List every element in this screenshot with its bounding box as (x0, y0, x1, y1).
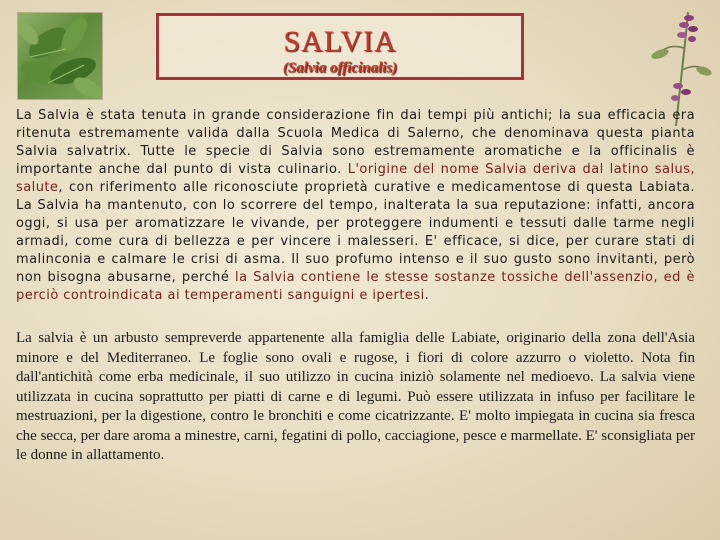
history-text-2: , con riferimento alle riconosciute proprietà curative e medicamentose di questa Labiata. La Salvia ha mantenuto, con lo scorrere del tempo, inalterata la sua reputazione: infatti, ancora oggi, si usa per aromatizzare le vivande, per proteggere indumenti e tessuti dalle tarme negli armadi, come cura di bellezza e per vincere i malesseri. E' efficace, si dice, per curare stati di malinconia e calmare le crisi di asma. Il suo profumo intenso e il suo gusto sono invitanti, però non bisogna abusarne, perché (16, 180, 695, 285)
page-subtitle: (Salvia officinalis) (282, 60, 398, 76)
title-box (156, 13, 524, 80)
history-text-1: La Salvia è stata tenuta in grande considerazione fin dai tempi più antichi; la sua efficacia era ritenuta estremamente valida dalla Scuola Medica di Salerno, che denominava questa pianta Salvia salvatrix. Tutte le specie di Salvia sono estremamente aromatiche e la officinalis è importante anche dal punto di vista culinario. (16, 108, 695, 177)
warning-text: la Salvia contiene le stesse sostanze tossiche dell'assenzio, ed è perciò controindicata ai temperamenti sanguigni e ipertesi (16, 270, 696, 303)
history-text-end: . (424, 288, 430, 303)
description-paragraph: La salvia è un arbusto sempreverde appartenente alla famiglia delle Labiate, originario della zona dell'Asia minore e del Mediterraneo. Le foglie sono ovali e rugose, i fiori di colore azzurro o violetto. Nota fin dall'antichità come erba medicinale, il suo utilizzo in cucina iniziò solamente nel medioevo. La salvia viene utilizzata in cucina soprattutto per piatti di carne e di legumi. Può essere utilizzata in infuso per facilitare le mestruazioni, per la digestione, contro le bronchiti e come cicatrizzante. E' molto impiegata in cucina sia fresca che secca, per dare aroma a minestre, carni, fegatini di pollo, cacciagione, pesce e marmellate. E' sconsigliata per le donne in allattamento. (16, 330, 695, 463)
page-title: SALVIA (283, 25, 397, 58)
history-paragraph (16, 107, 695, 305)
name-origin-text: L'origine del nome Salvia deriva dal latino salus, salute (16, 162, 696, 195)
sage-leaves-icon (17, 12, 103, 100)
